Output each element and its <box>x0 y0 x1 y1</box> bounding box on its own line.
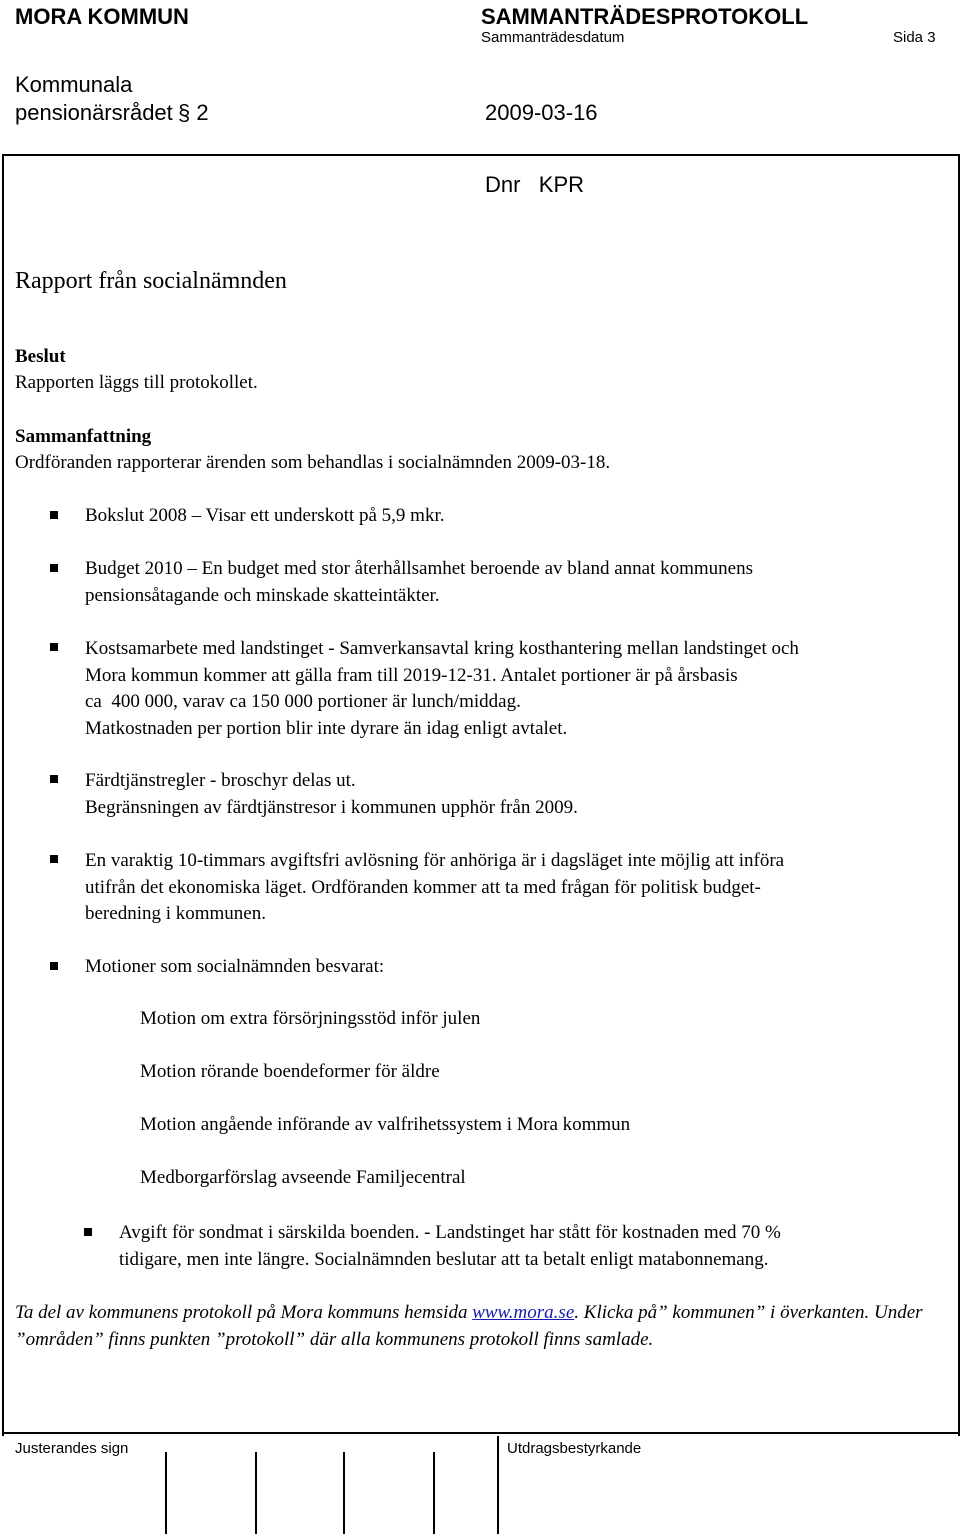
footer-divider <box>2 1432 958 1434</box>
bullet-icon <box>50 855 58 863</box>
sammanfattning-text: Ordföranden rapporterar ärenden som behandlas i socialnämnden 2009-03-18. <box>15 452 611 473</box>
motion-item: Motion om extra försörjningsstöd inför julen <box>140 1008 481 1029</box>
beslut-heading: Beslut <box>15 346 66 367</box>
body-name-line2: pensionärsrådet <box>15 100 173 125</box>
utdragsbestyrkande-label: Utdragsbestyrkande <box>507 1440 642 1457</box>
organization-name: MORA KOMMUN <box>15 4 189 29</box>
list-item <box>85 556 753 609</box>
list-item-line: utifrån det ekonomiska läget. Ordföranden kommer att ta med frågan för politisk budget- <box>85 876 761 898</box>
list-item <box>85 503 445 530</box>
list-item-line: ca 400 000, varav ca 150 000 portioner är lunch/middag. <box>85 691 521 712</box>
list-item <box>85 848 784 928</box>
signature-box-divider <box>343 1452 345 1534</box>
signature-box-divider <box>255 1452 257 1534</box>
beslut-text: Rapporten läggs till protokollet. <box>15 372 258 393</box>
list-item-line: Begränsningen av färdtjänstresor i kommunen upphör från 2009. <box>85 796 578 818</box>
bullet-icon <box>84 1228 92 1236</box>
note-text-after: . Klicka på” kommunen” i överkanten. Under ”områden” finns punkten ”protokoll” där alla kommunens protokoll finns samlade. <box>15 1302 923 1350</box>
page-title: Rapport från socialnämnden <box>15 268 287 294</box>
diary-number: Dnr KPR <box>485 172 585 197</box>
list-item-line: Budget 2010 – En budget med stor återhållsamhet beroende av bland annat kommunens <box>85 558 753 579</box>
list-item-line: Färdtjänstregler - broschyr delas ut. <box>85 770 356 791</box>
website-link[interactable]: www.mora.se <box>472 1302 575 1323</box>
motion-item: Medborgarförslag avseende Familjecentral <box>140 1167 466 1188</box>
bullet-icon <box>50 775 58 783</box>
bullet-icon <box>50 511 58 519</box>
bullet-icon <box>50 564 58 572</box>
bullet-icon <box>50 962 58 970</box>
sammanfattning-heading: Sammanfattning <box>15 426 152 447</box>
list-item <box>85 636 799 742</box>
list-item-line: Matkostnaden per portion blir inte dyrare än idag enligt avtalet. <box>85 717 568 739</box>
note-text-before: Ta del av kommunens protokoll på Mora kommuns hemsida <box>15 1302 473 1323</box>
body-name-line1: Kommunala <box>15 72 133 97</box>
list-item-line: Motioner som socialnämnden besvarat: <box>85 956 385 977</box>
bullet-icon <box>50 643 58 651</box>
signature-box-divider <box>497 1436 499 1534</box>
list-item-line: pensionsåtagande och minskade skatteintäkter. <box>85 584 440 606</box>
meeting-date-label: Sammanträdesdatum <box>481 29 625 46</box>
list-item <box>119 1220 781 1273</box>
list-item <box>85 954 384 981</box>
motion-item: Motion angående införande av valfrihetssystem i Mora kommun <box>140 1114 631 1135</box>
list-item-line: Kostsamarbete med landstinget - Samverkansavtal kring kosthantering mellan landstinget och <box>85 638 799 659</box>
motion-item: Motion rörande boendeformer för äldre <box>140 1061 440 1082</box>
justerandes-sign-label: Justerandes sign <box>15 1440 129 1457</box>
list-item <box>85 768 578 821</box>
list-item-line: Bokslut 2008 – Visar ett underskott på 5,9 mkr. <box>85 505 445 526</box>
signature-box-divider <box>433 1452 435 1534</box>
meeting-date: 2009-03-16 <box>485 100 598 125</box>
list-item-line: En varaktig 10-timmars avgiftsfri avlösning för anhöriga är i dagsläget inte möjlig att införa <box>85 850 785 871</box>
page-number: Sida 3 <box>893 29 936 46</box>
paragraph-number: § 2 <box>178 100 209 125</box>
document-type: SAMMANTRÄDESPROTOKOLL <box>481 4 809 29</box>
list-item-line: Avgift för sondmat i särskilda boenden. - Landstinget har stått för kostnaden med 70 % <box>119 1222 781 1243</box>
list-item-line: tidigare, men inte längre. Socialnämnden beslutar att ta betalt enligt matabonnemang. <box>119 1248 769 1270</box>
signature-box-divider <box>165 1452 167 1534</box>
list-item-line: Mora kommun kommer att gälla fram till 2019-12-31. Antalet portioner är på årsbasis <box>85 664 738 686</box>
list-item-line: beredning i kommunen. <box>85 903 266 924</box>
protocol-note <box>15 1300 945 1353</box>
